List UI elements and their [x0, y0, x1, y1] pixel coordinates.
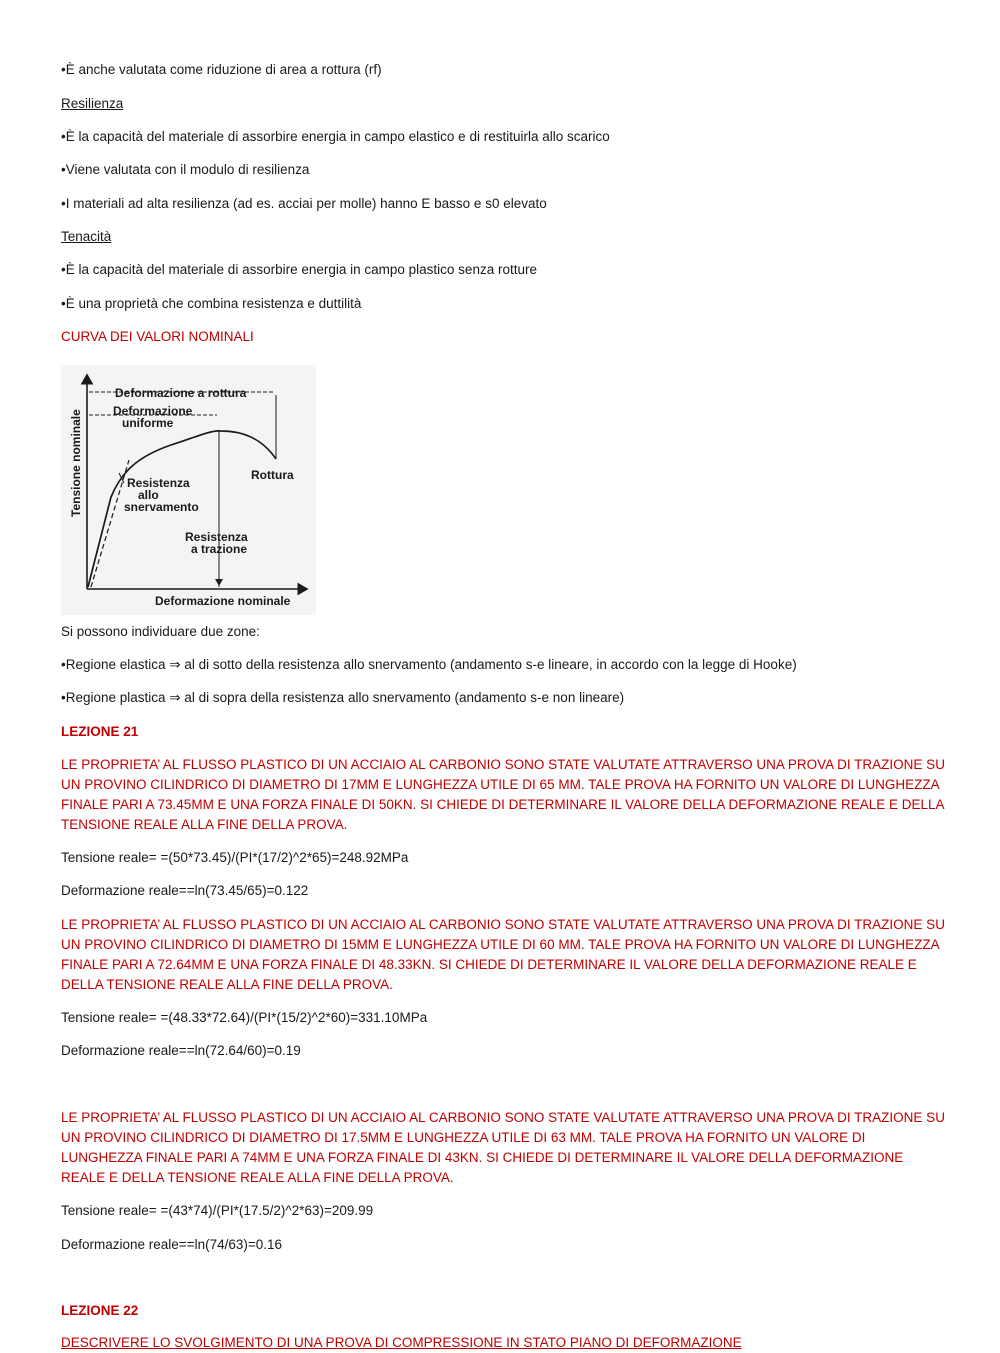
zone-intro: Si possono individuare due zone:: [61, 624, 260, 639]
exercise-3-deformazione: Deformazione reale==ln(74/63)=0.16: [61, 1237, 283, 1252]
bullet-regione-elastica: •Regione elastica ⇒ al di sotto della resistenza allo snervamento (andamento s-e lineare, in accordo con la legge di Hooke): [61, 657, 797, 672]
x-axis-label: Deformazione nominale: [155, 594, 291, 608]
bullet-riduzione-area: •È anche valutata come riduzione di area a rottura (rf): [61, 62, 382, 77]
label-deformazione-uniforme-2: uniforme: [122, 416, 174, 430]
exercise-2-tensione: Tensione reale= =(48.33*72.64)/(PI*(15/2)^2*60)=331.10MPa: [61, 1010, 428, 1025]
label-trazione-2: a trazione: [191, 542, 248, 556]
exercise-2-deformazione: Deformazione reale==ln(72.64/60)=0.19: [61, 1043, 301, 1058]
bullet-resilienza-definizione: •È la capacità del materiale di assorbire energia in campo elastico e di restituirla allo scarico: [61, 129, 610, 144]
heading-lezione-21: LEZIONE 21: [61, 724, 139, 739]
label-deformazione-rottura: Deformazione a rottura: [115, 386, 247, 400]
label-rottura: Rottura: [251, 468, 294, 482]
label-trazione-1: Resistenza: [185, 530, 248, 544]
exercise-2-text: LE PROPRIETA’ AL FLUSSO PLASTICO DI UN ACCIAIO AL CARBONIO SONO STATE VALUTATE ATTRAVERSO UNA PROVA DI TRAZIONE SU UN PROVINO CILINDRICO DI DIAMETRO DI 15MM E LUNGHEZZA UTILE DI 60 MM. TALE PROVA HA FORNITO UN VALORE DI LUNGHEZZA FINALE PARI A 72.64MM E UNA FORZA FINALE DI 48.33KN. SI CHIEDE DI DETERMINARE IL VALORE DELLA DEFORMAZIONE REALE E DELLA TENSIONE REALE ALLA FINE DELLA PROVA.: [61, 917, 945, 992]
bullet-alta-resilienza: •I materiali ad alta resilienza (ad es. acciai per molle) hanno E basso e s0 elevato: [61, 196, 547, 211]
exercise-3-tensione: Tensione reale= =(43*74)/(PI*(17.5/2)^2*63)=209.99: [61, 1203, 374, 1218]
heading-tenacita: Tenacità: [61, 229, 112, 244]
heading-resilienza: Resilienza: [61, 96, 124, 111]
exercise-1-tensione: Tensione reale= =(50*73.45)/(PI*(17/2)^2*65)=248.92MPa: [61, 850, 409, 865]
bullet-tenacita-definizione: •È la capacità del materiale di assorbire energia in campo plastico senza rotture: [61, 262, 537, 277]
stress-strain-figure: [61, 365, 316, 615]
y-axis-label: Tensione nominale: [69, 409, 83, 517]
label-snervamento-2: allo: [138, 488, 159, 502]
bullet-tenacita-proprieta: •È una proprietà che combina resistenza e duttilità: [61, 296, 362, 311]
label-snervamento-3: snervamento: [124, 500, 199, 514]
bullet-modulo-resilienza: •Viene valutata con il modulo di resilienza: [61, 162, 310, 177]
bullet-regione-plastica: •Regione plastica ⇒ al di sopra della resistenza allo snervamento (andamento s-e non lineare): [61, 690, 625, 705]
lezione-22-question: DESCRIVERE LO SVOLGIMENTO DI UNA PROVA DI COMPRESSIONE IN STATO PIANO DI DEFORMAZIONE: [61, 1335, 742, 1350]
label-deformazione-uniforme-1: Deformazione: [113, 404, 193, 418]
exercise-1-text: LE PROPRIETA’ AL FLUSSO PLASTICO DI UN ACCIAIO AL CARBONIO SONO STATE VALUTATE ATTRAVERSO UNA PROVA DI TRAZIONE SU UN PROVINO CILINDRICO DI DIAMETRO DI 17MM E LUNGHEZZA UTILE DI 65 MM. TALE PROVA HA FORNITO UN VALORE DI LUNGHEZZA FINALE PARI A 73.45MM E UNA FORZA FINALE DI 50KN. SI CHIEDE DI DETERMINARE IL VALORE DELLA DEFORMAZIONE REALE E DELLA TENSIONE REALE ALLA FINE DELLA PROVA.: [61, 757, 945, 832]
stress-strain-diagram: [61, 365, 316, 615]
label-snervamento-1: Resistenza: [127, 476, 190, 490]
heading-lezione-22: LEZIONE 22: [61, 1303, 139, 1318]
heading-curva-valori-nominali: CURVA DEI VALORI NOMINALI: [61, 329, 254, 344]
exercise-1-deformazione: Deformazione reale==ln(73.45/65)=0.122: [61, 883, 309, 898]
exercise-3-text: LE PROPRIETA’ AL FLUSSO PLASTICO DI UN ACCIAIO AL CARBONIO SONO STATE VALUTATE ATTRAVERSO UNA PROVA DI TRAZIONE SU UN PROVINO CILINDRICO DI DIAMETRO DI 17.5MM E LUNGHEZZA UTILE DI 63 MM. TALE PROVA HA FORNITO UN VALORE DI LUNGHEZZA FINALE PARI A 74MM E UNA FORZA FINALE DI 43KN. SI CHIEDE DI DETERMINARE IL VALORE DELLA DEFORMAZIONE REALE E DELLA TENSIONE REALE ALLA FINE DELLA PROVA.: [61, 1110, 945, 1185]
